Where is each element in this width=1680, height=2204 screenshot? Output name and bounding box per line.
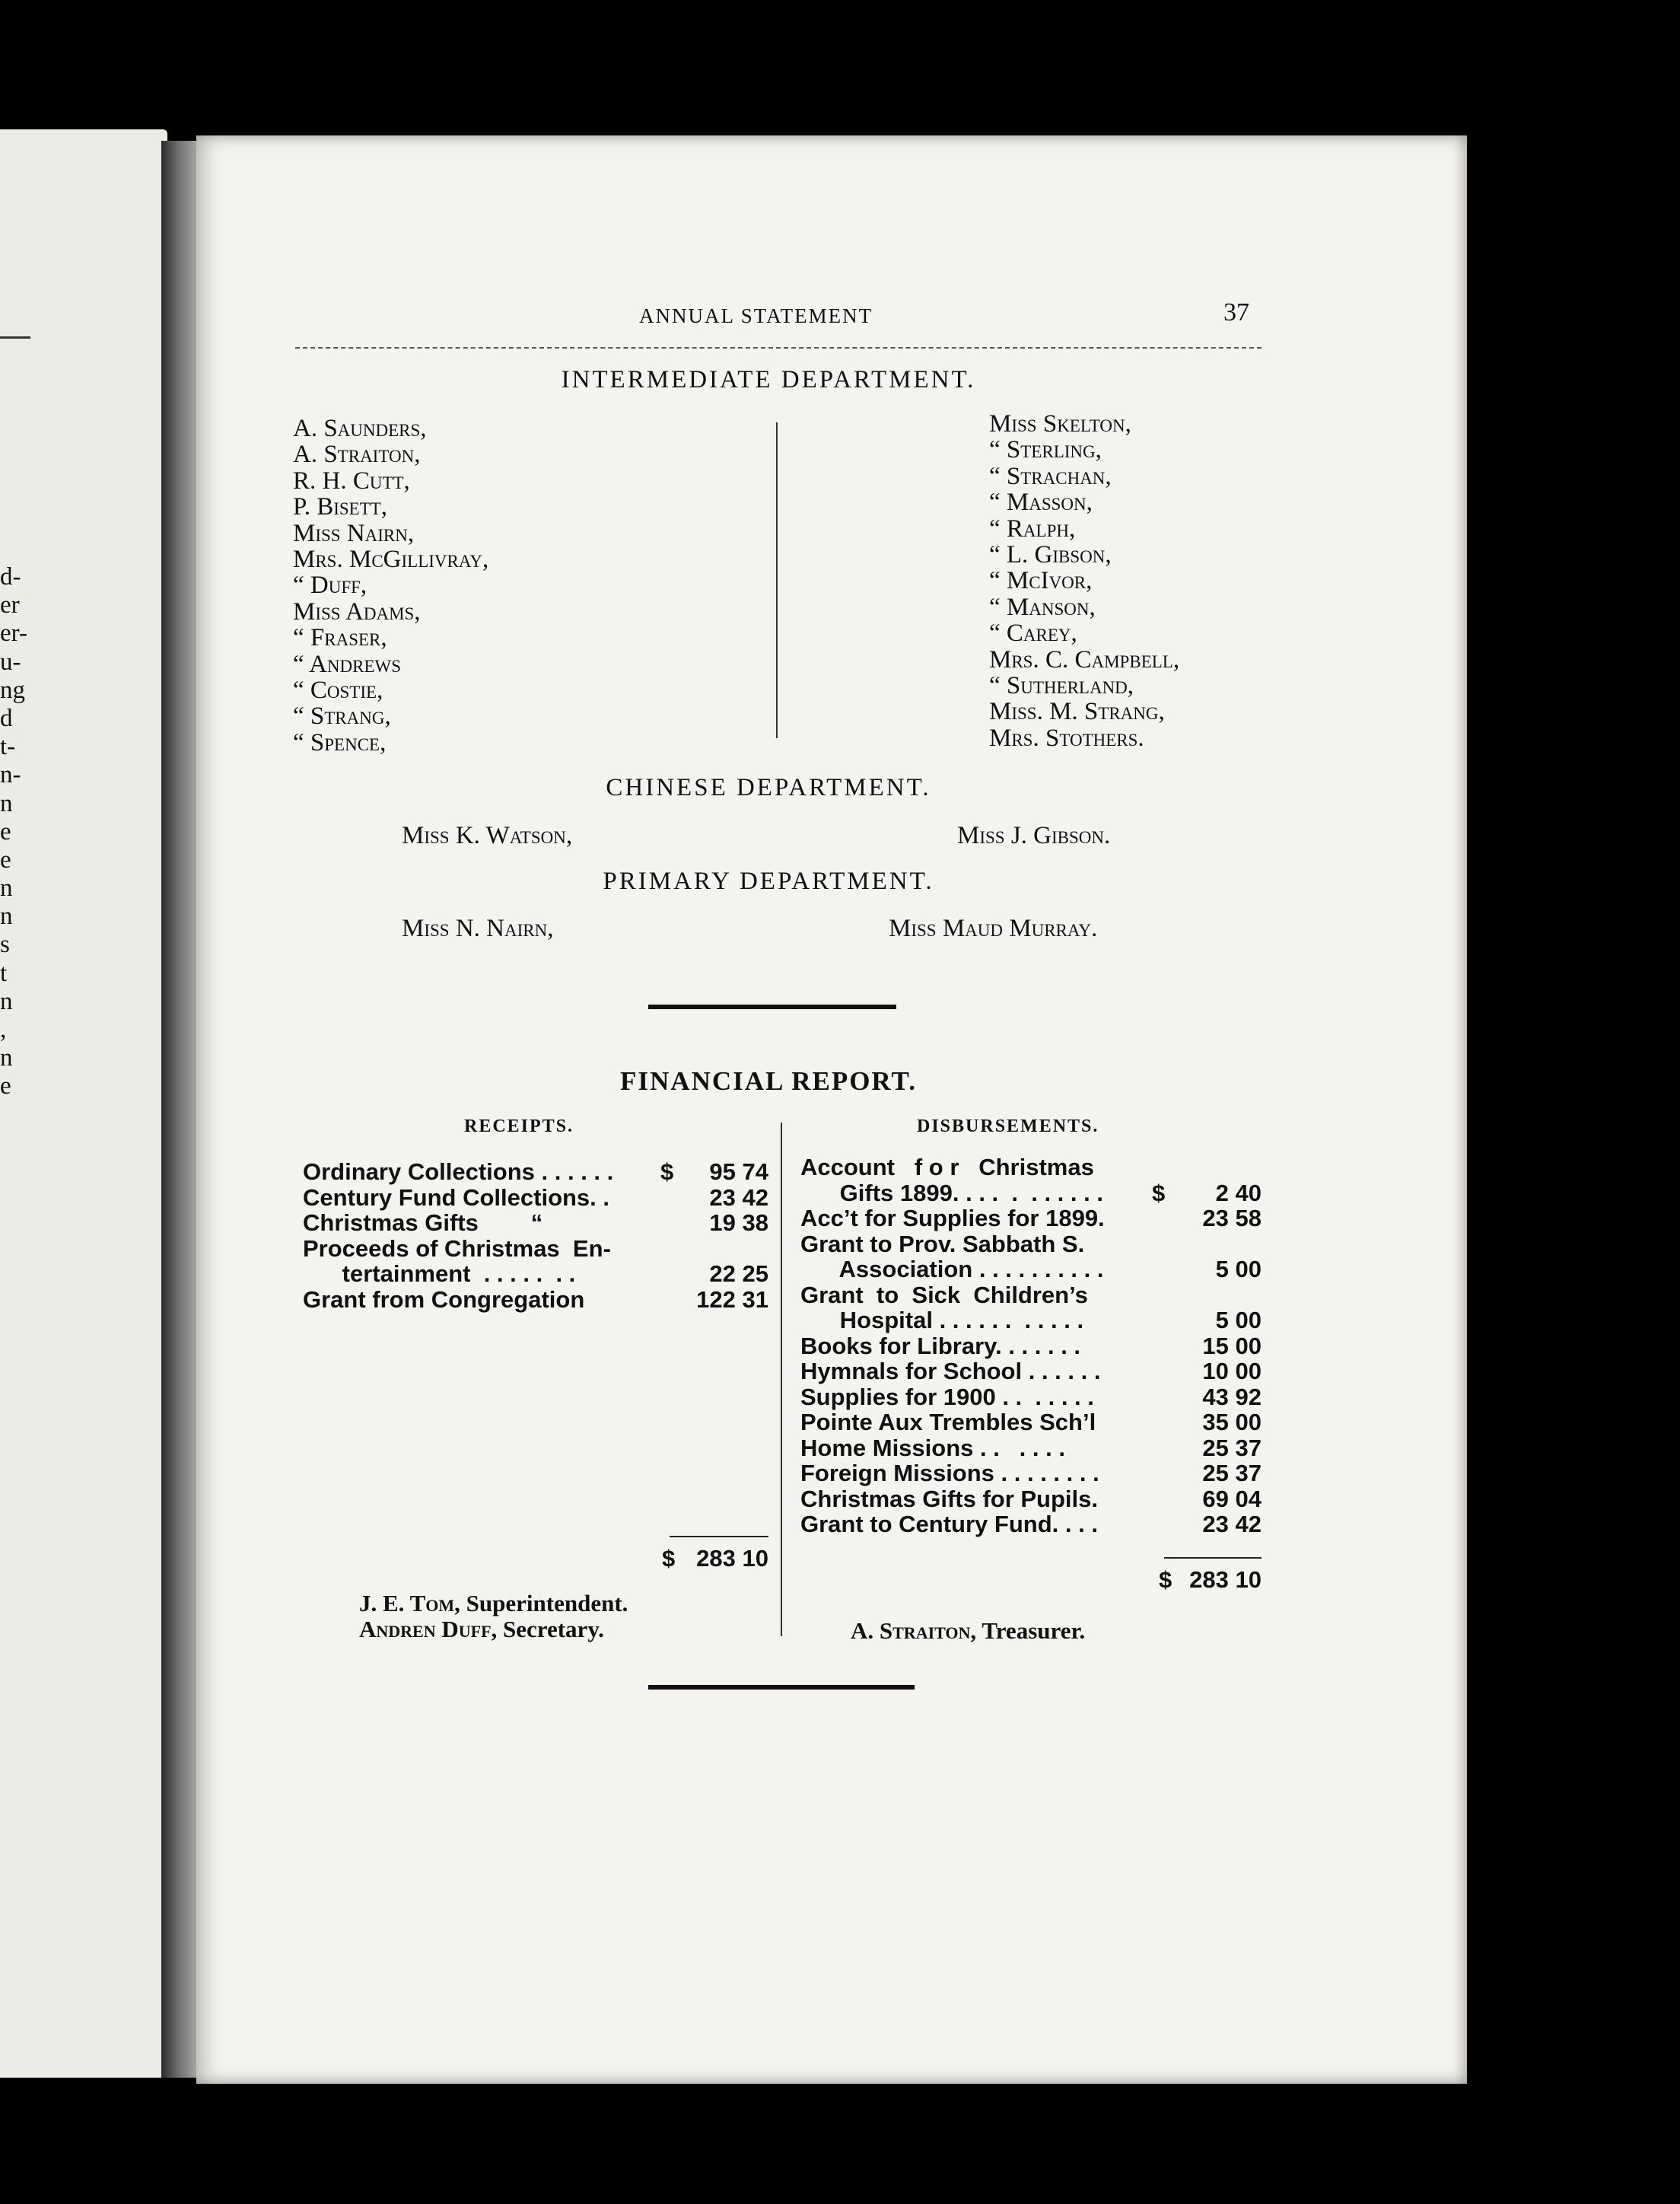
disbursements-heading: DISBURSEMENTS. bbox=[917, 1116, 1099, 1136]
teacher-name: Miss Nairn, bbox=[293, 519, 415, 547]
line-item-amount: 22 25 bbox=[709, 1260, 768, 1287]
facing-page-rule bbox=[0, 336, 30, 339]
line-item-amount: 5 00 bbox=[1215, 1307, 1262, 1333]
receipts-total: 283 10 bbox=[696, 1545, 768, 1572]
line-item-dollar: $ bbox=[1152, 1179, 1166, 1206]
signatory-role: Secretary. bbox=[497, 1616, 604, 1642]
intermediate-department-title: INTERMEDIATE DEPARTMENT. bbox=[561, 366, 976, 393]
teacher-name: “ McIvor, bbox=[989, 567, 1093, 595]
line-item-label: Grant to Prov. Sabbath S. bbox=[800, 1230, 1085, 1257]
teacher-name: “ Ralph, bbox=[989, 514, 1076, 543]
line-item-amount: 19 38 bbox=[709, 1209, 768, 1236]
line-item-amount: 25 37 bbox=[1202, 1434, 1262, 1461]
teacher-name: Mrs. Stothers. bbox=[989, 724, 1144, 752]
facing-page-fragment: t bbox=[0, 959, 8, 987]
line-item-amount: 122 31 bbox=[696, 1285, 768, 1313]
teacher-name: Mrs. McGillivray, bbox=[293, 545, 489, 573]
line-item-label: Association . . . . . . . . . . bbox=[800, 1256, 1104, 1282]
line-item-amount: 15 00 bbox=[1202, 1332, 1262, 1359]
disbursements-total: 283 10 bbox=[1189, 1566, 1262, 1593]
teacher-name: Miss. M. Strang, bbox=[989, 698, 1165, 726]
line-item-amount: 43 92 bbox=[1202, 1383, 1262, 1410]
line-item-label: Supplies for 1900 . . . . . . . bbox=[800, 1383, 1094, 1410]
line-item-amount: 23 58 bbox=[1202, 1205, 1262, 1231]
line-item-label: Home Missions . . . . . . bbox=[800, 1434, 1065, 1461]
line-item-label: tertainment . . . . . . . bbox=[303, 1260, 576, 1287]
line-item-label: Pointe Aux Trembles Sch’l bbox=[800, 1409, 1096, 1435]
line-item-label: Account f o r Christmas bbox=[800, 1154, 1094, 1180]
line-item-amount: 2 40 bbox=[1215, 1179, 1262, 1206]
facing-page-fragment: e bbox=[0, 1072, 11, 1100]
teacher-name: A. Saunders, bbox=[293, 415, 427, 442]
financial-report-title: FINANCIAL REPORT. bbox=[620, 1066, 917, 1096]
signatory-name: Andren Duff, bbox=[359, 1616, 498, 1642]
line-item-label: Acc’t for Supplies for 1899. bbox=[800, 1205, 1105, 1231]
teacher-name: “ Sterling, bbox=[989, 436, 1102, 464]
signatory-role: Superintendent. bbox=[460, 1590, 628, 1616]
facing-page-fragment: er- bbox=[0, 619, 27, 648]
line-item-amount: 5 00 bbox=[1215, 1256, 1262, 1282]
line-item-amount: 10 00 bbox=[1202, 1358, 1262, 1384]
facing-page-fragment: n bbox=[0, 874, 13, 903]
signatures-left bbox=[359, 1591, 628, 1642]
chinese-teacher-right: Miss J. Gibson. bbox=[957, 822, 1111, 849]
disbursements-sum-rule bbox=[1164, 1557, 1262, 1559]
facing-page-text bbox=[0, 563, 27, 1101]
receipts-total-dollar: $ bbox=[662, 1545, 676, 1572]
signatory-name: J. E. Tom, bbox=[359, 1590, 460, 1616]
teacher-name: “ L. Gibson, bbox=[989, 540, 1112, 569]
facing-page-fragment: n bbox=[0, 903, 13, 931]
signature-line bbox=[359, 1616, 628, 1642]
facing-page-fragment: n bbox=[0, 987, 13, 1015]
facing-page-fragment: s bbox=[0, 931, 10, 959]
closing-separator bbox=[648, 1685, 915, 1690]
line-item-label: Hymnals for School . . . . . . bbox=[800, 1358, 1101, 1384]
facing-page-fragment: n bbox=[0, 789, 13, 817]
facing-page-fragment: u- bbox=[0, 648, 21, 676]
line-item-amount: 35 00 bbox=[1202, 1409, 1262, 1435]
signature-line bbox=[359, 1591, 628, 1616]
teacher-name: R. H. Cutt, bbox=[293, 467, 410, 495]
treasurer-role: Treasurer. bbox=[976, 1617, 1086, 1644]
facing-page-fragment: d bbox=[0, 704, 13, 732]
book-gutter bbox=[161, 141, 198, 2078]
teacher-name: “ Spence, bbox=[293, 728, 387, 756]
teacher-name: “ Manson, bbox=[989, 593, 1096, 621]
line-item-label: Christmas Gifts “ bbox=[303, 1209, 543, 1236]
receipts-heading: RECEIPTS. bbox=[464, 1116, 574, 1136]
facing-page-fragment: e bbox=[0, 817, 11, 846]
line-item-label: Books for Library. . . . . . . bbox=[800, 1332, 1081, 1359]
line-item-label: Christmas Gifts for Pupils. bbox=[800, 1485, 1099, 1512]
intermediate-right-column bbox=[989, 411, 1179, 751]
line-item-amount: 95 74 bbox=[709, 1158, 768, 1185]
teacher-name: “ Duff, bbox=[293, 572, 368, 600]
chinese-teacher-left: Miss K. Watson, bbox=[402, 822, 573, 849]
facing-page-fragment: er bbox=[0, 591, 20, 619]
teacher-name: “ Carey, bbox=[989, 619, 1077, 648]
teacher-name: Miss Adams, bbox=[293, 597, 421, 626]
teacher-name: “ Andrews bbox=[293, 650, 402, 678]
line-item-amount: 23 42 bbox=[1202, 1511, 1262, 1537]
teacher-name: “ Costie, bbox=[293, 676, 383, 704]
intermediate-left-column bbox=[293, 416, 488, 756]
teacher-name: “ Masson, bbox=[989, 489, 1093, 517]
line-item-amount: 25 37 bbox=[1202, 1460, 1262, 1486]
facing-page-fragment: ng bbox=[0, 676, 25, 704]
line-item-amount: 23 42 bbox=[709, 1183, 768, 1211]
teacher-name: “ Strachan, bbox=[989, 462, 1112, 490]
teacher-name: “ Strang, bbox=[293, 702, 391, 731]
facing-page-fragment: n bbox=[0, 1044, 13, 1072]
line-item-label: Grant to Sick Children’s bbox=[800, 1281, 1088, 1308]
treasurer-signature bbox=[851, 1617, 1085, 1645]
column-divider bbox=[776, 422, 778, 738]
teacher-name: “ Sutherland, bbox=[989, 671, 1134, 699]
treasurer-name: A. Straiton, bbox=[851, 1617, 977, 1644]
teacher-name: Mrs. C. Campbell, bbox=[989, 645, 1180, 674]
receipts-sum-rule bbox=[670, 1536, 768, 1537]
teacher-name: P. Bisett, bbox=[293, 493, 388, 521]
line-item-label: Century Fund Collections. . bbox=[303, 1183, 610, 1211]
teacher-name: A. Straiton, bbox=[293, 441, 421, 469]
line-item-label: Grant from Congregation bbox=[303, 1285, 585, 1313]
chinese-department-title: CHINESE DEPARTMENT. bbox=[606, 774, 931, 801]
primary-department-title: PRIMARY DEPARTMENT. bbox=[603, 868, 934, 895]
line-item-label: Foreign Missions . . . . . . . . bbox=[800, 1460, 1099, 1486]
line-item-label: Grant to Century Fund. . . . bbox=[800, 1511, 1098, 1537]
line-item-label: Gifts 1899. . . . . . . . . . . bbox=[800, 1179, 1103, 1206]
financial-column-divider bbox=[781, 1123, 782, 1636]
header-rule bbox=[295, 347, 1262, 349]
facing-page-edge bbox=[0, 129, 167, 2078]
primary-teacher-right: Miss Maud Murray. bbox=[889, 915, 1098, 942]
facing-page-fragment: , bbox=[0, 1016, 7, 1043]
facing-page-fragment: e bbox=[0, 846, 11, 874]
primary-teacher-left: Miss N. Nairn, bbox=[402, 915, 554, 942]
line-item-amount: 69 04 bbox=[1202, 1485, 1262, 1512]
line-item-label: Ordinary Collections . . . . . . bbox=[303, 1158, 614, 1185]
running-head: ANNUAL STATEMENT bbox=[639, 304, 873, 327]
facing-page-fragment: d- bbox=[0, 563, 21, 591]
facing-page-fragment: n- bbox=[0, 761, 21, 789]
section-separator bbox=[648, 1005, 896, 1009]
disbursements-total-dollar: $ bbox=[1159, 1566, 1172, 1593]
teacher-name: Miss Skelton, bbox=[989, 410, 1131, 438]
line-item-label: Hospital . . . . . . . . . . . bbox=[800, 1307, 1084, 1333]
page-number: 37 bbox=[1223, 298, 1249, 326]
line-item-label: Proceeds of Christmas En- bbox=[303, 1234, 611, 1262]
line-item-dollar: $ bbox=[660, 1158, 674, 1185]
facing-page-fragment: t- bbox=[0, 733, 16, 761]
teacher-name: “ Fraser, bbox=[293, 624, 387, 652]
